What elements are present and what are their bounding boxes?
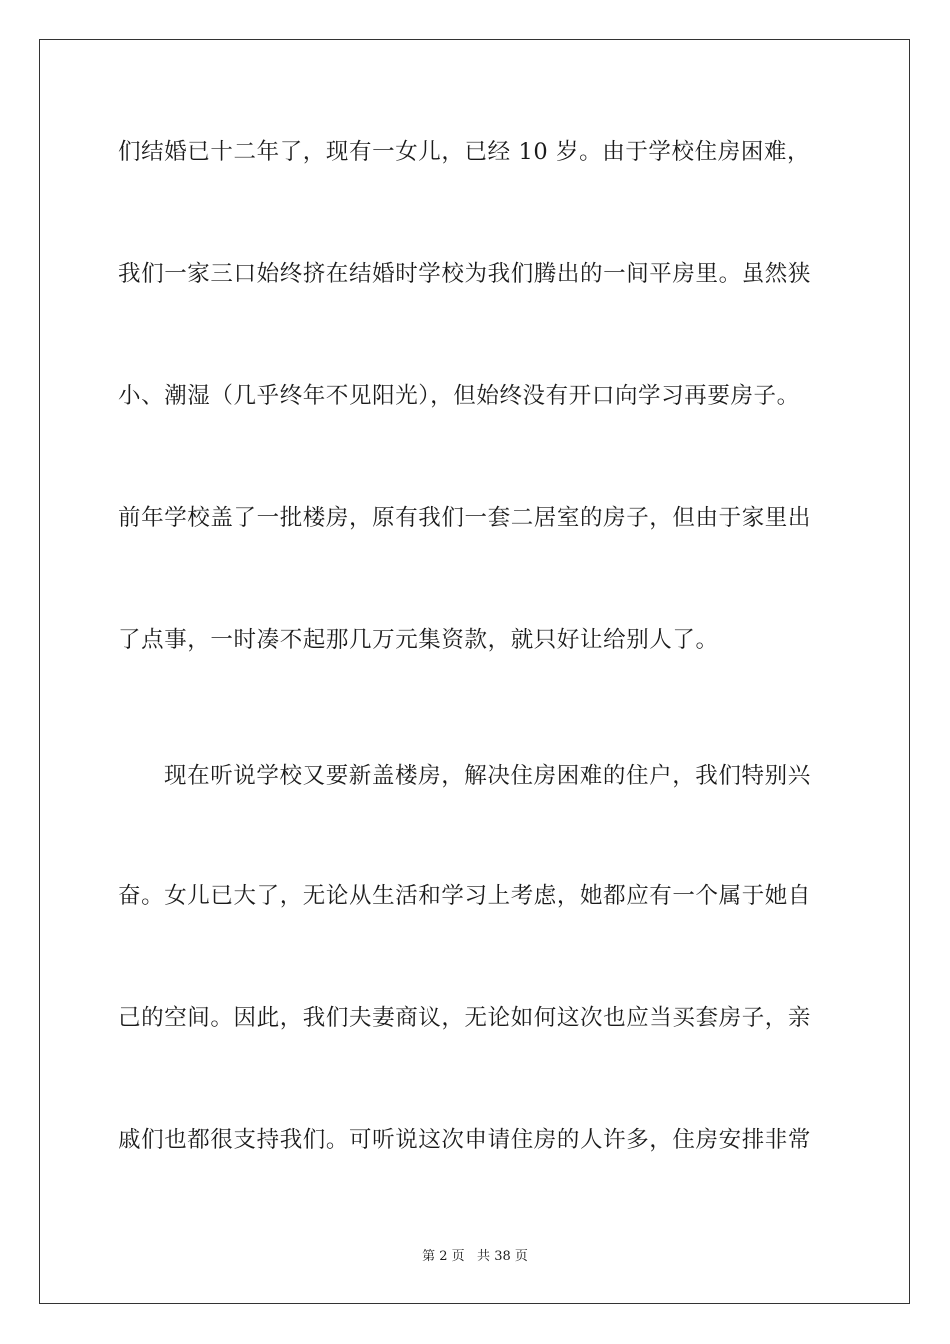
body-line-4: 前年学校盖了一批楼房，原有我们一套二居室的房子，但由于家里出: [118, 505, 812, 531]
page-border: [39, 39, 910, 1304]
body-line-9: 戚们也都很支持我们。可听说这次申请住房的人许多，住房安排非常: [118, 1127, 812, 1153]
body-line-5: 了点事，一时凑不起那几万元集资款，就只好让给别人了。: [118, 627, 719, 653]
body-line-7: 奋。女儿已大了，无论从生活和学习上考虑，她都应有一个属于她自: [118, 883, 812, 909]
body-line-6-paragraph-start: 现在听说学校又要新盖楼房，解决住房困难的住户，我们特别兴: [164, 763, 811, 789]
body-line-3: 小、潮湿（几乎终年不见阳光），但始终没有开口向学习再要房子。: [118, 383, 800, 409]
body-line-8: 己的空间。因此，我们夫妻商议，无论如何这次也应当买套房子，亲: [118, 1005, 812, 1031]
body-line-2: 我们一家三口始终挤在结婚时学校为我们腾出的一间平房里。虽然狭: [118, 261, 812, 287]
page-number-footer: 第 2 页 共 38 页: [422, 1249, 528, 1264]
body-line-1: 们结婚已十二年了，现有一女儿，已经 10 岁。由于学校住房困难，: [118, 139, 811, 165]
